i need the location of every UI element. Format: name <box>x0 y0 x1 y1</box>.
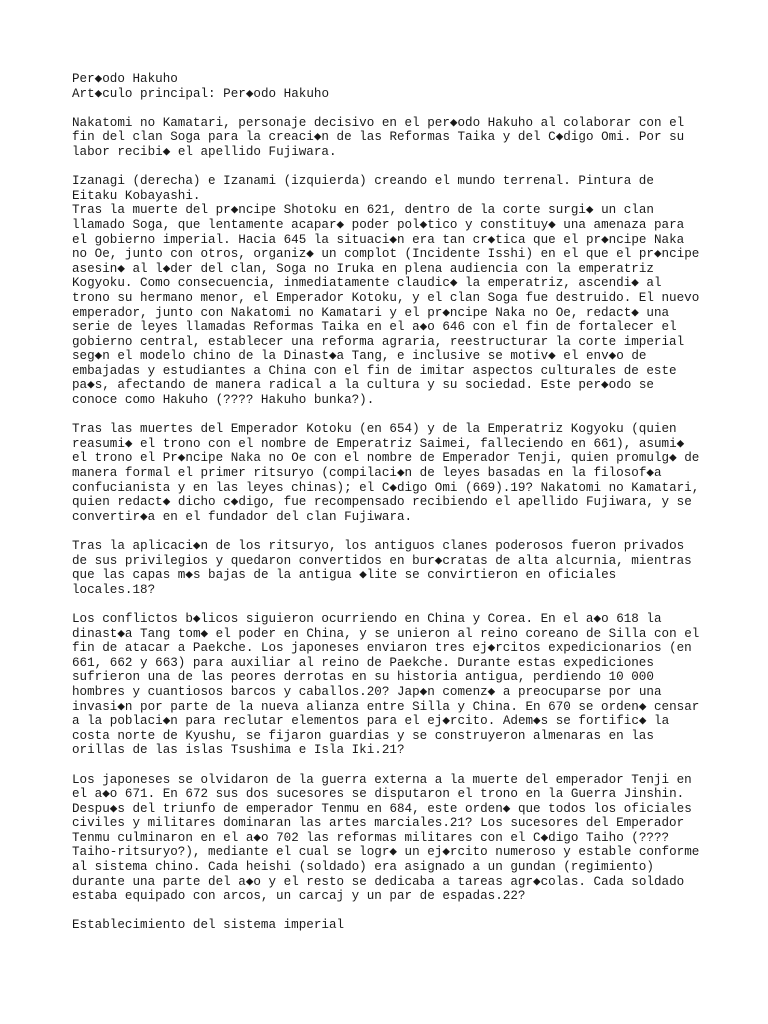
paragraph <box>72 612 712 758</box>
text-line: orillas de las islas Tsushima e Isla Iki.21? <box>72 743 405 758</box>
text-line: Establecimiento del sistema imperial <box>72 918 345 933</box>
text-line: Los conflictos b◆licos siguieron ocurriendo en China y Corea. En el a◆o 618 la <box>72 611 662 626</box>
paragraph <box>72 422 712 524</box>
text-line: Tras la muerte del pr◆ncipe Shotoku en 621, dentro de la corte surgi◆ un clan <box>72 203 654 218</box>
text-line: convertir◆a en el fundador del clan Fujiwara. <box>72 509 413 524</box>
text-line: locales.18? <box>72 582 156 597</box>
paragraph-gap <box>72 160 712 175</box>
text-line: que las capas m◆s bajas de la antigua ◆lite se convirtieron en oficiales <box>72 568 617 583</box>
text-line: estaba equipado con arcos, un carcaj y un par de espadas.22? <box>72 889 526 904</box>
text-line: quien redact◆ dicho c◆digo, fue recompensado recibiendo el apellido Fujiwara, y se <box>72 495 692 510</box>
text-line: seg◆n el modelo chino de la Dinast◆a Tang, e inclusive se motiv◆ el env◆o de <box>72 349 647 364</box>
text-line: fin de atacar a Paekche. Los japoneses enviaron tres ej◆rcitos expedicionarios (en <box>72 641 692 656</box>
paragraph <box>72 918 712 933</box>
text-line: al sistema chino. Cada heishi (soldado) era asignado a un gundan (regimiento) <box>72 860 654 875</box>
paragraph-gap <box>72 408 712 423</box>
text-line: de sus privilegios y quedaron convertidos en bur◆cratas de alta alcurnia, mientras <box>72 553 692 568</box>
text-line: manera formal el primer ritsuryo (compilaci◆n de leyes basadas en la filosof◆a <box>72 466 662 481</box>
text-line: invasi◆n por parte de la nueva alianza entre Silla y China. En 670 se orden◆ censar <box>72 699 700 714</box>
text-line: Taiho-ritsuryo?), mediante el cual se logr◆ un ej◆rcito numeroso y estable conforme <box>72 845 700 860</box>
text-line: Tras la aplicaci◆n de los ritsuryo, los antiguos clanes poderosos fueron privados <box>72 539 685 553</box>
paragraph-gap <box>72 758 712 773</box>
text-line: emperador, junto con Nakatomi no Kamatari y el pr◆ncipe Naka no Oe, redact◆ una <box>72 305 670 320</box>
text-line: reasumi◆ el trono con el nombre de Emperatriz Saimei, falleciendo en 661), asumi◆ <box>72 436 685 451</box>
text-line: fin del clan Soga para la creaci◆n de las Reformas Taika y del C◆digo Omi. Por su <box>72 130 685 145</box>
paragraph-gap <box>72 101 712 116</box>
text-line: embajadas y estudiantes a China con el fin de imitar aspectos culturales de este <box>72 363 677 378</box>
text-line: Per◆odo Hakuho <box>72 72 178 86</box>
text-line: 661, 662 y 663) para auxiliar al reino de Paekche. Durante estas expediciones <box>72 655 654 670</box>
text-line: Nakatomi no Kamatari, personaje decisivo en el per◆odo Hakuho al colaborar con el <box>72 115 685 130</box>
text-line: el trono el Pr◆ncipe Naka no Oe con el nombre de Emperador Tenji, quien promulg◆ de <box>72 451 700 466</box>
text-line: Izanagi (derecha) e Izanami (izquierda) creando el mundo terrenal. Pintura de <box>72 174 654 189</box>
text-line: civiles y militares dominaran las artes marciales.21? Los sucesores del Emperador <box>72 816 685 831</box>
text-line: llamado Soga, que lentamente acapar◆ poder pol◆tico y constituy◆ una amenaza para <box>72 217 685 232</box>
text-line: confucianista y en las leyes chinas); el C◆digo Omi (669).19? Nakatomi no Kamatari, <box>72 480 700 495</box>
text-line: a la poblaci◆n para reclutar elementos para el ej◆rcito. Adem◆s se fortific◆ la <box>72 714 670 729</box>
text-line: el a◆o 671. En 672 sus dos sucesores se disputaron el trono en la Guerra Jinshin. <box>72 787 685 802</box>
paragraph <box>72 539 712 597</box>
text-line: dinast◆a Tang tom◆ el poder en China, y se unieron al reino coreano de Silla con el <box>72 626 700 641</box>
text-line: trono su hermano menor, el Emperador Kotoku, y el clan Soga fue destruido. El nuevo <box>72 290 700 305</box>
text-line: Tras las muertes del Emperador Kotoku (en 654) y de la Emperatriz Kogyoku (quien <box>72 422 677 437</box>
text-line: Kogyoku. Como consecuencia, inmediatamente claudic◆ la emperatriz, ascendi◆ al <box>72 276 662 291</box>
text-line: hombres y cuantiosos barcos y caballos.20? Jap◆n comenz◆ a preocuparse por una <box>72 684 662 699</box>
text-line: gobierno central, establecer una reforma agraria, reestructurar la corte imperial <box>72 334 685 349</box>
text-line: no Oe, junto con otros, organiz◆ un complot (Incidente Isshi) en el que el pr◆ncipe <box>72 247 700 262</box>
text-line: conoce como Hakuho (???? Hakuho bunka?). <box>72 393 375 408</box>
text-line: Eitaku Kobayashi. <box>72 188 201 203</box>
text-line: Art◆culo principal: Per◆odo Hakuho <box>72 86 330 101</box>
text-line: labor recibi◆ el apellido Fujiwara. <box>72 144 337 159</box>
text-line: serie de leyes llamadas Reformas Taika en el a◆o 646 con el fin de fortalecer el <box>72 320 677 335</box>
paragraph <box>72 174 712 408</box>
paragraph-gap <box>72 904 712 919</box>
text-line: pa◆s, afectando de manera radical a la cultura y su sociedad. Este per◆odo se <box>72 378 654 393</box>
paragraph <box>72 773 712 904</box>
text-line: el gobierno imperial. Hacia 645 la situaci◆n era tan cr◆tica que el pr◆ncipe Naka <box>72 232 685 247</box>
text-line: durante una parte del a◆o y el resto se dedicaba a tareas agr◆colas. Cada soldado <box>72 874 685 889</box>
text-line: sufrieron una de las peores derrotas en su historia antigua, perdiendo 10 000 <box>72 670 654 685</box>
text-line: Los japoneses se olvidaron de la guerra externa a la muerte del emperador Tenji en <box>72 772 692 787</box>
text-line: Despu◆s del triunfo de emperador Tenmu en 684, este orden◆ que todos los oficiales <box>72 801 692 816</box>
text-line: Tenmu culminaron en el a◆o 702 las reformas militares con el C◆digo Taiho (???? <box>72 830 670 845</box>
paragraph-gap <box>72 524 712 539</box>
paragraph-gap <box>72 597 712 612</box>
paragraph <box>72 116 712 160</box>
text-line: asesin◆ al l◆der del clan, Soga no Iruka en plena audiencia con la emperatriz <box>72 261 654 276</box>
paragraph <box>72 72 712 101</box>
document-page <box>72 72 712 933</box>
text-line: costa norte de Kyushu, se fijaron guardias y se construyeron almenaras en las <box>72 728 654 743</box>
